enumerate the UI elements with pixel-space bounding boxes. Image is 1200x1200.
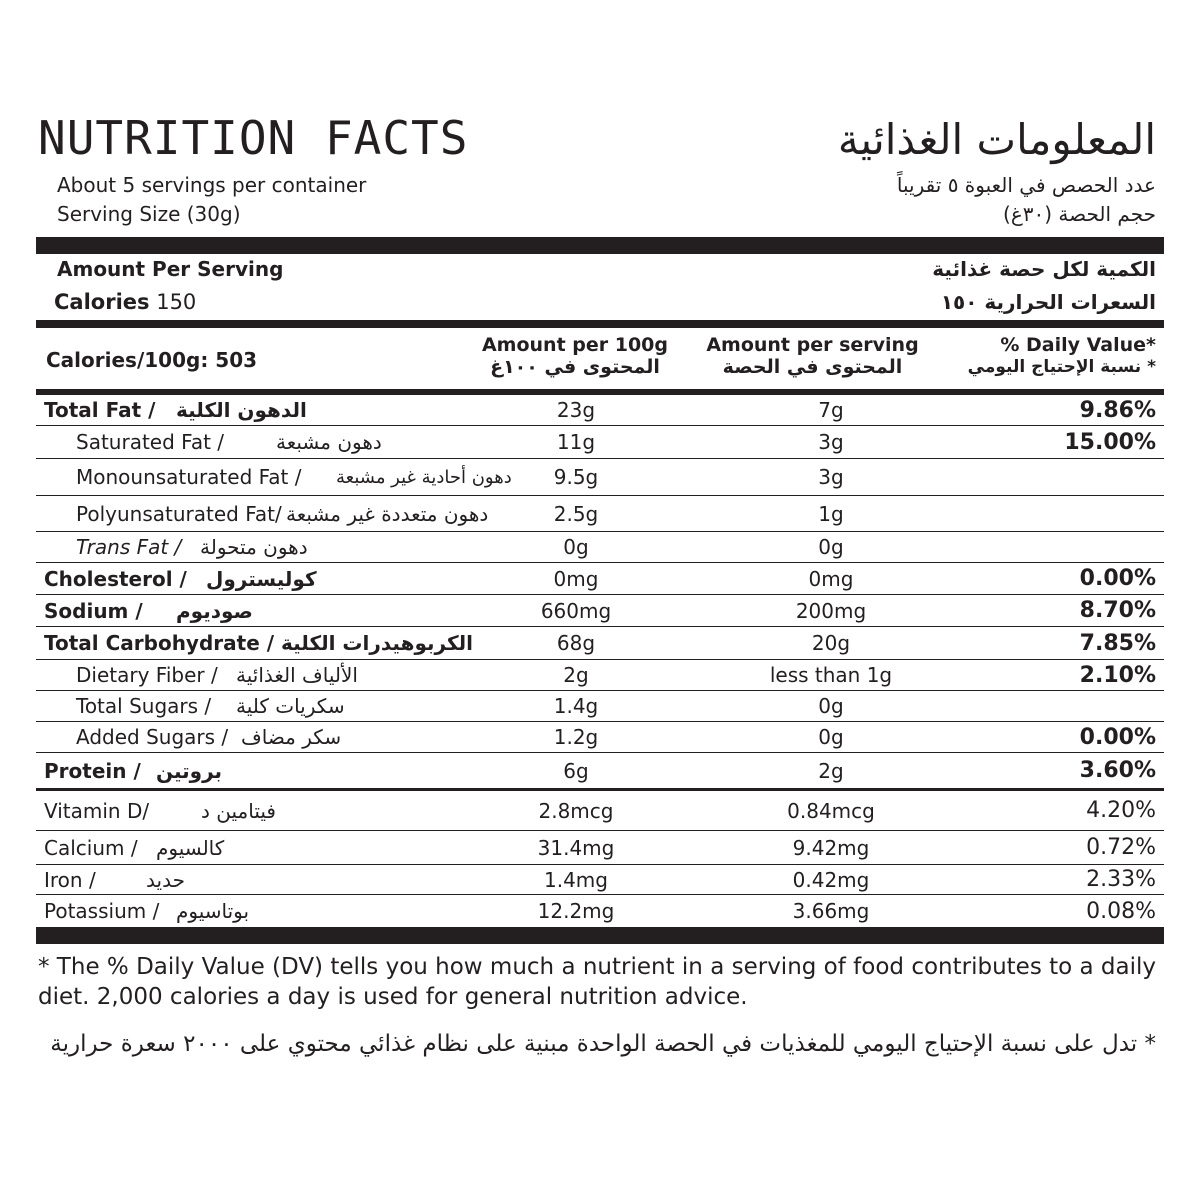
col-header-daily-value bbox=[968, 334, 1156, 378]
amount-per-serving: 9.42mg bbox=[792, 835, 870, 860]
nutrient-name-en: Polyunsaturated Fat/ bbox=[76, 501, 282, 526]
nutrient-name-en: Sodium / bbox=[44, 598, 143, 623]
table-row bbox=[36, 753, 1164, 791]
nutrient-name-en: Iron / bbox=[44, 867, 96, 892]
col-header-dv-en: % Daily Value* bbox=[1000, 334, 1156, 356]
daily-value: 7.85% bbox=[1079, 630, 1156, 656]
amount-per-serving-label-ar: الكمية لكل حصة غذائية bbox=[932, 257, 1156, 281]
table-row bbox=[36, 595, 1164, 627]
serving-size-ar: حجم الحصة (٣٠غ) bbox=[1003, 202, 1156, 226]
table-row bbox=[36, 627, 1164, 660]
nutrient-name-ar: كوليسترول bbox=[206, 566, 317, 591]
amount-per-serving: 7g bbox=[818, 398, 844, 422]
amount-per-100g: 23g bbox=[556, 398, 596, 422]
bottom-thick-divider bbox=[36, 927, 1164, 944]
amount-per-100g: 0g bbox=[563, 535, 589, 559]
calories-value: 150 bbox=[156, 290, 197, 314]
amount-per-serving: 20g bbox=[811, 631, 851, 655]
daily-value: 0.72% bbox=[1086, 835, 1156, 860]
daily-value: 0.00% bbox=[1079, 566, 1156, 591]
amount-per-100g: 660mg bbox=[540, 598, 612, 623]
table-row bbox=[36, 496, 1164, 532]
middle-thick-divider bbox=[36, 320, 1164, 328]
daily-value: 2.33% bbox=[1086, 867, 1156, 892]
amount-per-100g: 12.2mg bbox=[537, 899, 615, 923]
nutrient-name-en: Total Sugars / bbox=[76, 694, 212, 718]
nutrient-name-en: Total Carbohydrate / bbox=[44, 631, 275, 655]
amount-per-100g: 2g bbox=[563, 663, 589, 687]
nutrient-name-en: Protein / bbox=[44, 758, 141, 783]
footnote-english: * The % Daily Value (DV) tells you how much a nutrient in a serving of food contributes to a daily diet. 2,000 calories a day is used for general nutrition advice. bbox=[38, 954, 1157, 1010]
table-row bbox=[36, 791, 1164, 831]
col-header-dv-ar: * نسبة الإحتياج اليومي bbox=[967, 357, 1156, 377]
table-row bbox=[36, 459, 1164, 496]
col-header-perserving bbox=[700, 334, 925, 378]
nutrient-name-ar: الدهون الكلية bbox=[176, 398, 307, 422]
table-row bbox=[36, 831, 1164, 865]
amount-per-100g: 2.8mcg bbox=[538, 798, 614, 823]
amount-per-serving: 0.42mg bbox=[792, 867, 870, 892]
calories-per-100g: Calories/100g: 503 bbox=[46, 348, 258, 372]
nutrient-name-en: Calcium / bbox=[44, 835, 138, 860]
amount-per-100g: 1.4mg bbox=[544, 867, 608, 892]
nutrient-name-en: Vitamin D/ bbox=[44, 798, 150, 823]
amount-per-100g: 0mg bbox=[553, 566, 599, 591]
calories-line-en bbox=[54, 288, 196, 316]
nutrient-name-ar: دهون متحولة bbox=[200, 535, 308, 559]
amount-per-serving: 1g bbox=[818, 501, 844, 526]
col-header-per100 bbox=[470, 334, 680, 378]
table-row bbox=[36, 895, 1164, 927]
nutrient-name-ar: كالسيوم bbox=[156, 835, 225, 860]
nutrient-name-ar: صوديوم bbox=[176, 598, 253, 623]
nutrient-name-en: Added Sugars / bbox=[76, 725, 229, 749]
amount-per-serving: 3g bbox=[818, 430, 844, 454]
nutrient-name-en: Dietary Fiber / bbox=[76, 663, 218, 687]
amount-per-100g: 6g bbox=[563, 758, 589, 783]
col-header-perserving-en: Amount per serving bbox=[706, 334, 919, 356]
nutrient-name-en: Monounsaturated Fat / bbox=[76, 465, 302, 489]
amount-per-100g: 11g bbox=[556, 430, 596, 454]
daily-value: 8.70% bbox=[1079, 598, 1156, 623]
amount-per-100g: 9.5g bbox=[553, 465, 599, 489]
table-row bbox=[36, 395, 1164, 426]
col-header-per100-en: Amount per 100g bbox=[481, 334, 669, 356]
nutrient-name-ar: حديد bbox=[146, 867, 185, 892]
nutrient-name-ar: دهون مشبعة bbox=[276, 430, 382, 454]
top-thick-divider bbox=[36, 237, 1164, 254]
title-english: NUTRITION FACTS bbox=[38, 111, 469, 165]
nutrient-name-ar: الألياف الغذائية bbox=[236, 663, 358, 687]
nutrient-name-ar: فيتامين د bbox=[201, 798, 276, 823]
amount-per-serving: 200mg bbox=[795, 598, 867, 623]
daily-value: 0.08% bbox=[1086, 898, 1156, 924]
amount-per-100g: 2.5g bbox=[553, 501, 599, 526]
amount-per-serving: 2g bbox=[818, 758, 844, 783]
daily-value: 4.20% bbox=[1086, 798, 1156, 823]
daily-value: 9.86% bbox=[1079, 397, 1156, 423]
nutrient-name-en: Total Fat / bbox=[44, 398, 156, 422]
nutrient-name-en: Potassium / bbox=[44, 899, 160, 923]
title-arabic: المعلومات الغذائية bbox=[837, 115, 1156, 164]
amount-per-serving: 0g bbox=[818, 725, 844, 749]
nutrient-name-ar: بروتين bbox=[156, 758, 223, 783]
nutrient-name-ar: بوتاسيوم bbox=[176, 899, 250, 923]
nutrient-name-en: Saturated Fat / bbox=[76, 430, 225, 454]
table-row bbox=[36, 865, 1164, 895]
col-header-perserving-ar: المحتوى في الحصة bbox=[722, 356, 903, 378]
amount-per-100g: 68g bbox=[556, 631, 596, 655]
table-row bbox=[36, 722, 1164, 753]
nutrient-name-ar: الكربوهيدرات الكلية bbox=[281, 631, 473, 655]
serving-size-en: Serving Size (30g) bbox=[57, 202, 241, 226]
amount-per-serving: 0g bbox=[818, 535, 844, 559]
daily-value: 3.60% bbox=[1079, 758, 1156, 783]
calories-line-ar: السعرات الحرارية ١٥٠ bbox=[940, 290, 1156, 314]
amount-per-100g: 1.4g bbox=[553, 694, 599, 718]
amount-per-serving: 0mg bbox=[808, 566, 854, 591]
amount-per-serving: 3g bbox=[818, 465, 844, 489]
col-header-per100-ar: المحتوى في ١٠٠غ bbox=[490, 356, 660, 378]
amount-per-100g: 31.4mg bbox=[537, 835, 615, 860]
table-row bbox=[36, 426, 1164, 459]
nutrient-name-ar: سكر مضاف bbox=[241, 725, 342, 749]
daily-value: 2.10% bbox=[1079, 662, 1156, 688]
daily-value: 15.00% bbox=[1064, 429, 1156, 455]
calories-label: Calories bbox=[54, 290, 150, 314]
nutrient-name-ar: سكريات كلية bbox=[236, 694, 345, 718]
amount-per-serving: 0.84mcg bbox=[787, 798, 875, 823]
amount-per-serving: 3.66mg bbox=[792, 899, 870, 923]
nutrient-name-en: Cholesterol / bbox=[44, 566, 187, 591]
nutrient-name-ar: دهون أحادية غير مشبعة bbox=[336, 466, 512, 488]
table-row bbox=[36, 532, 1164, 563]
servings-per-container-en: About 5 servings per container bbox=[57, 173, 367, 197]
amount-per-100g: 1.2g bbox=[553, 725, 599, 749]
table-row bbox=[36, 563, 1164, 595]
amount-per-serving: less than 1g bbox=[769, 663, 893, 687]
amount-per-serving: 0g bbox=[818, 694, 844, 718]
daily-value: 0.00% bbox=[1079, 724, 1156, 750]
table-row bbox=[36, 660, 1164, 691]
nutrient-name-ar: دهون متعددة غير مشبعة bbox=[286, 501, 489, 526]
footnote-arabic: * تدل على نسبة الإحتياج اليومي للمغذيات في الحصة الواحدة مبنية على نظام غذائي محتوي على ٢٠٠٠ سعرة حرارية bbox=[50, 1031, 1156, 1057]
nutrient-name-en: Trans Fat / bbox=[76, 535, 182, 559]
table-row bbox=[36, 691, 1164, 722]
servings-per-container-ar: عدد الحصص في العبوة ٥ تقريباً bbox=[896, 173, 1156, 197]
amount-per-serving-label-en: Amount Per Serving bbox=[57, 257, 284, 281]
